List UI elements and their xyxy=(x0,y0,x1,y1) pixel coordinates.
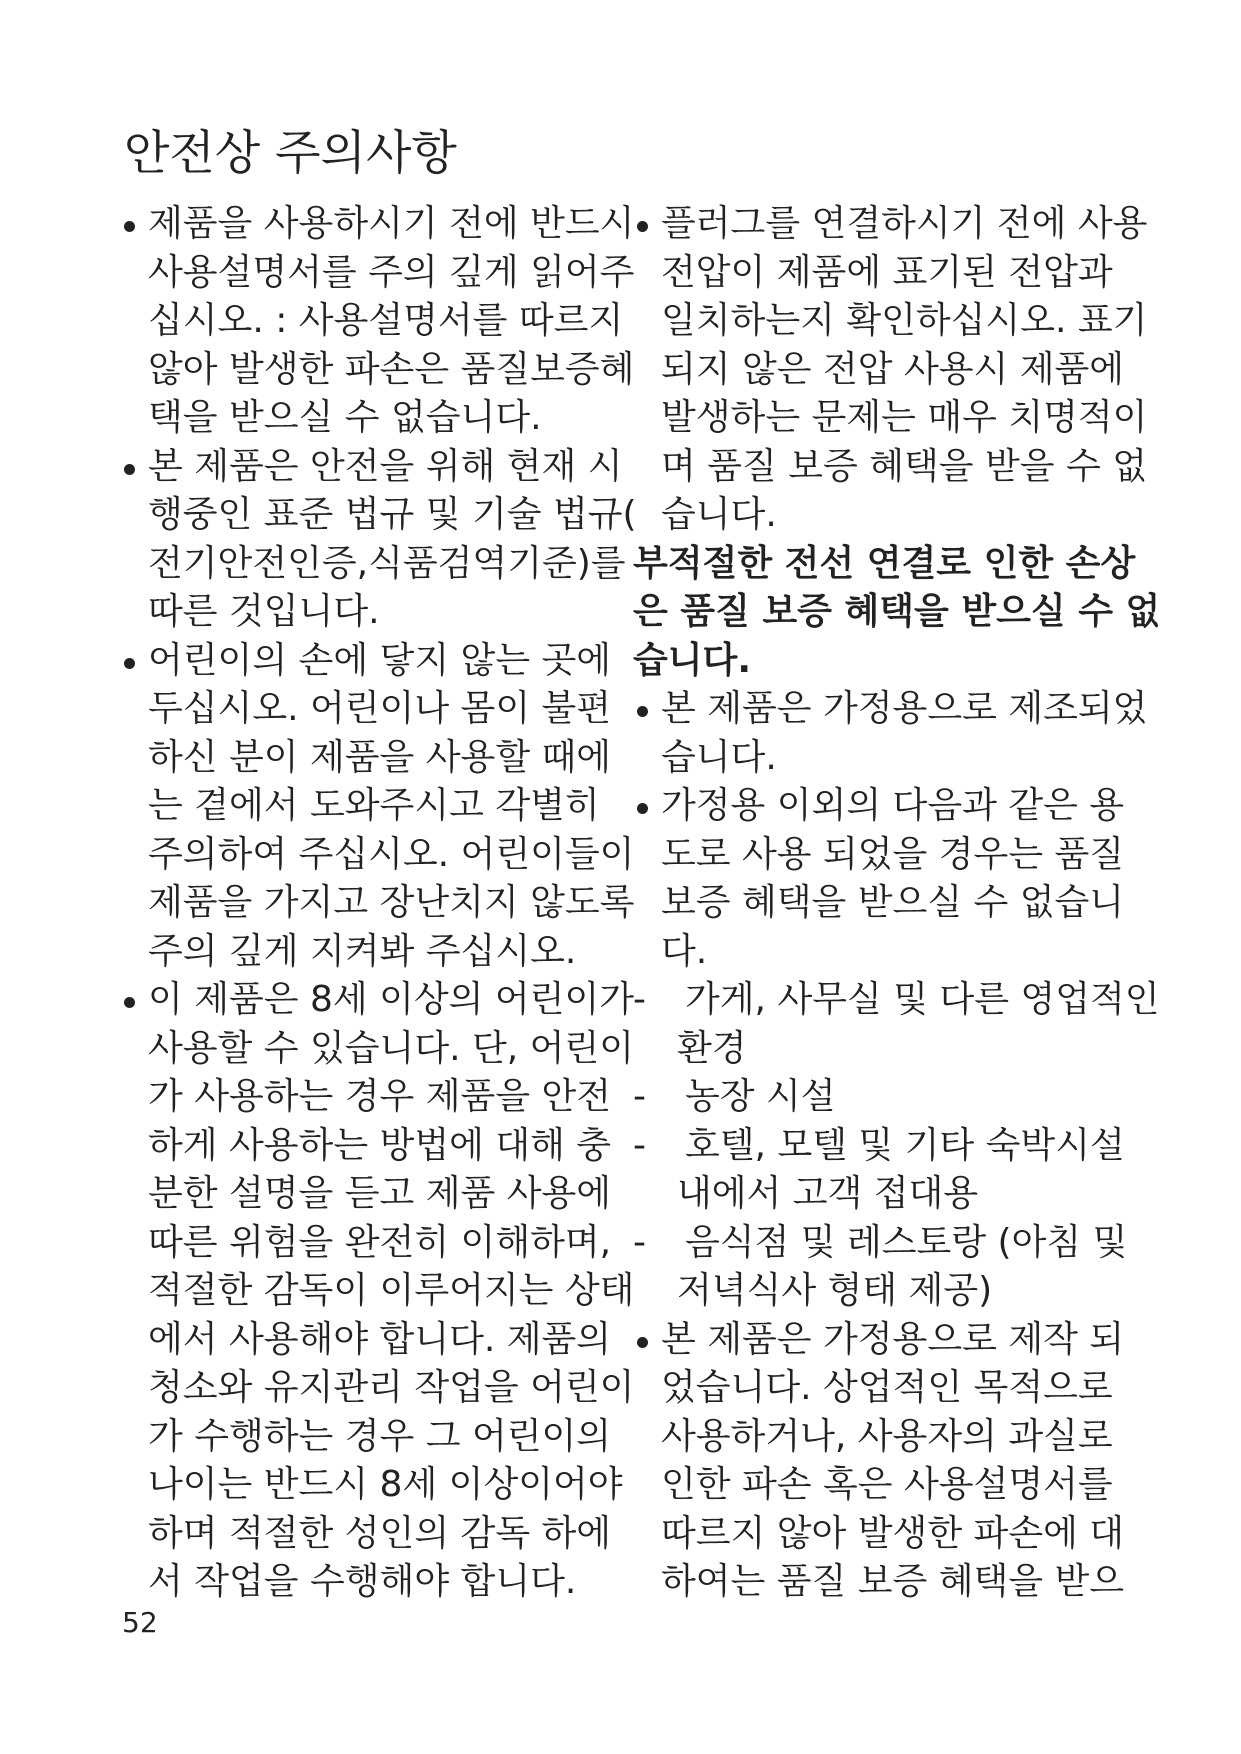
bullet-item-household-made xyxy=(633,685,1153,782)
text-line: 하게 사용하는 방법에 대해 충 xyxy=(148,1124,612,1166)
text-line: 십시오. : 사용설명서를 따르지 xyxy=(148,300,624,341)
text-line: 제품을 가지고 장난치지 않도록 xyxy=(148,882,635,923)
bullet-icon xyxy=(124,997,135,1008)
text-line: 전압이 제품에 표기된 전압과 xyxy=(661,251,1113,293)
text-line: 주의 깊게 지켜봐 주십시오. xyxy=(148,930,577,972)
warning-paragraph xyxy=(633,540,1161,686)
bullet-item-children-reach xyxy=(120,637,650,977)
dash-item-restaurants xyxy=(633,1219,1153,1316)
text-line: 두십시오. 어린이나 몸이 불편 xyxy=(148,688,612,729)
text-line: 따른 위험을 완전히 이해하며, xyxy=(148,1221,612,1263)
text-line: 이 제품은 8세 이상의 어린이가 xyxy=(148,979,634,1020)
text-line: 하며 적절한 성인의 감독 하에 xyxy=(148,1512,612,1554)
text-line: 습니다. xyxy=(633,639,752,681)
page-number: 52 xyxy=(122,1606,158,1639)
text-line: 않아 발생한 파손은 품질보증혜 xyxy=(148,348,635,390)
dash-mark: - xyxy=(633,1124,646,1166)
text-line: 사용설명서를 주의 깊게 읽어주 xyxy=(148,251,635,293)
bullet-icon xyxy=(124,221,135,232)
bullet-item-commercial-use xyxy=(633,1316,1153,1607)
text-line: 행중인 표준 법규 및 기술 법규( xyxy=(148,494,637,535)
text-line: 청소와 유지관리 작업을 어린이 xyxy=(148,1367,635,1408)
text-line: 가 수행하는 경우 그 어린이의 xyxy=(148,1415,612,1457)
dash-item-shops xyxy=(633,976,1160,1073)
text-line: 되지 않은 전압 사용시 제품에 xyxy=(661,348,1125,390)
dash-mark: - xyxy=(633,1076,646,1117)
text-line: 일치하는지 확인하십시오. 표기 xyxy=(661,300,1148,341)
bullet-icon xyxy=(637,706,648,717)
dash-mark: - xyxy=(633,1221,646,1263)
bullet-item-standards xyxy=(120,443,650,637)
text-line: 는 곁에서 도와주시고 각별히 xyxy=(148,785,600,826)
text-line: 하신 분이 제품을 사용할 때에 xyxy=(148,736,612,778)
text-line: 본 제품은 가정용으로 제조되었 xyxy=(661,688,1148,729)
dash-mark: - xyxy=(633,979,646,1020)
text-line: 분한 설명을 듣고 제품 사용에 xyxy=(148,1173,612,1214)
text-line: 주의하여 주십시오. 어린이들이 xyxy=(148,833,635,875)
bullet-icon xyxy=(124,658,135,669)
text-line: 며 품질 보증 혜택을 받을 수 없 xyxy=(661,445,1147,487)
bullet-icon xyxy=(637,221,648,232)
text-line: 제품을 사용하시기 전에 반드시 xyxy=(148,203,635,244)
text-line: 은 품질 보증 혜택을 받으실 수 없 xyxy=(633,591,1161,632)
text-line: 가 사용하는 경우 제품을 안전 xyxy=(148,1076,612,1117)
text-line: 보증 혜택을 받으실 수 없습니 xyxy=(661,882,1125,923)
text-line: 부적절한 전선 연결로 인한 손상 xyxy=(633,542,1136,584)
left-column xyxy=(120,200,650,1607)
text-line: 저녁식사 형태 제공) xyxy=(677,1270,993,1311)
text-line: 따른 것입니다. xyxy=(148,591,380,632)
text-line: 플러그를 연결하시기 전에 사용 xyxy=(661,203,1148,244)
text-line: 호텔, 모텔 및 기타 숙박시설 xyxy=(685,1124,1125,1166)
bullet-icon xyxy=(124,464,135,475)
text-line: 습니다. xyxy=(661,494,777,535)
text-line: 본 제품은 가정용으로 제작 되 xyxy=(661,1318,1125,1360)
bullet-item-age-limit xyxy=(120,976,650,1607)
text-line: 나이는 반드시 8세 이상이어야 xyxy=(148,1464,623,1505)
text-line: 습니다. xyxy=(661,736,777,778)
page-title: 안전상 주의사항 xyxy=(124,126,457,181)
text-line: 가정용 이외의 다음과 같은 용 xyxy=(661,785,1125,826)
bullet-item-voltage xyxy=(633,200,1153,540)
text-line: 인한 파손 혹은 사용설명서를 xyxy=(661,1464,1113,1505)
text-line: 사용할 수 있습니다. 단, 어린이 xyxy=(148,1027,634,1069)
text-line: 발생하는 문제는 매우 치명적이 xyxy=(661,397,1148,438)
bullet-icon xyxy=(637,1337,648,1348)
text-line: 택을 받으실 수 없습니다. xyxy=(148,397,542,438)
text-line: 에서 사용해야 합니다. 제품의 xyxy=(148,1318,612,1360)
text-line: 따르지 않아 발생한 파손에 대 xyxy=(661,1512,1125,1554)
text-line: 가게, 사무실 및 다른 영업적인 xyxy=(685,979,1160,1020)
text-line: 내에서 고객 접대용 xyxy=(677,1173,979,1214)
text-line: 전기안전인증,식품검역기준)를 xyxy=(148,542,626,584)
text-line: 적절한 감독이 이루어지는 상태 xyxy=(148,1270,635,1311)
text-line: 도로 사용 되었을 경우는 품질 xyxy=(661,833,1125,875)
dash-item-farms xyxy=(633,1073,1153,1122)
dash-item-hotels xyxy=(633,1122,1153,1219)
bullet-icon xyxy=(637,803,648,814)
text-line: 어린이의 손에 닿지 않는 곳에 xyxy=(148,639,612,681)
bullet-item-read-manual xyxy=(120,200,650,443)
right-column xyxy=(633,200,1161,1607)
bullet-item-non-household-use xyxy=(633,782,1153,976)
text-line: 다. xyxy=(661,930,708,972)
text-line: 었습니다. 상업적인 목적으로 xyxy=(661,1367,1113,1408)
text-line: 농장 시설 xyxy=(685,1076,836,1117)
text-line: 음식점 및 레스토랑 (아침 및 xyxy=(685,1221,1128,1263)
text-line: 서 작업을 수행해야 합니다. xyxy=(148,1561,577,1602)
text-line: 사용하거나, 사용자의 과실로 xyxy=(661,1415,1113,1457)
text-line: 본 제품은 안전을 위해 현재 시 xyxy=(148,445,623,487)
text-line: 하여는 품질 보증 혜택을 받으 xyxy=(661,1561,1125,1602)
text-line: 환경 xyxy=(677,1027,747,1069)
